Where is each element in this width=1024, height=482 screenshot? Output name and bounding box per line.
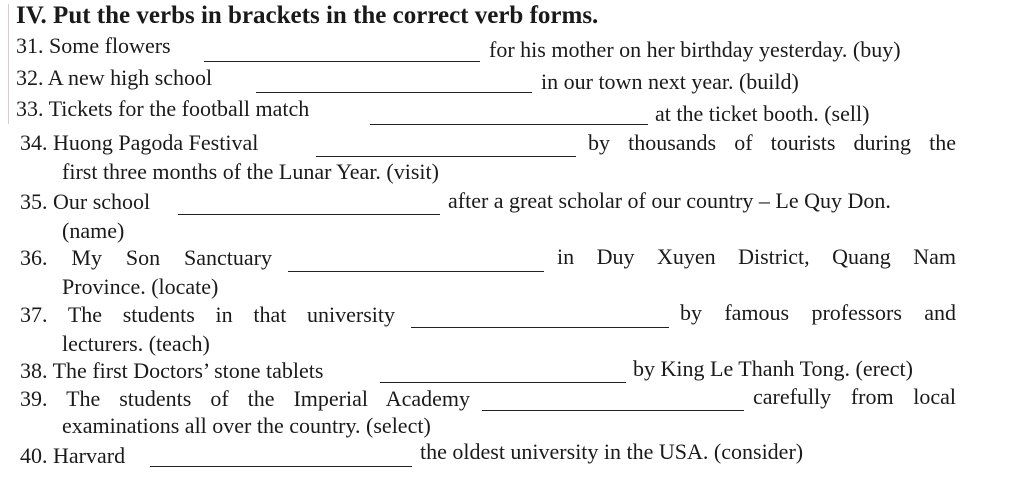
answer-blank-33[interactable] <box>370 124 648 125</box>
item-number: 31. <box>16 33 44 58</box>
item-text-after: for his mother on her birthday yesterday. (buy) <box>489 37 901 62</box>
item-text-after: in our town next year. (build) <box>541 69 799 94</box>
item-text-after: at the ticket booth. (sell) <box>655 101 870 126</box>
item-text-before: Some flowers <box>49 33 171 58</box>
item-number: 38. <box>20 358 48 383</box>
item-text-before: Huong Pagoda Festival <box>53 130 259 155</box>
item-text-after: the oldest university in the USA. (consider) <box>420 439 804 464</box>
item-31 <box>16 32 171 60</box>
item-35 <box>20 188 150 216</box>
answer-blank-35[interactable] <box>178 214 440 215</box>
item-text-before: My Son Sanctuary <box>71 245 273 270</box>
item-number: 40. <box>20 443 48 468</box>
answer-blank-37[interactable] <box>411 327 669 328</box>
answer-blank-40[interactable] <box>150 466 412 467</box>
answer-blank-39[interactable] <box>482 410 744 411</box>
item-text-before: Harvard <box>53 443 126 468</box>
item-text-before: The students of the Imperial Academy <box>66 386 470 411</box>
item-32 <box>16 64 212 92</box>
item-36 <box>20 244 272 272</box>
item-40 <box>20 442 125 470</box>
item-34 <box>20 129 258 157</box>
answer-blank-32[interactable] <box>256 92 532 93</box>
item-text-after: after a great scholar of our country – Le Quy Don. <box>448 188 891 213</box>
item-text-after: by thousands of tourists during the <box>588 130 956 155</box>
item-continuation: first three months of the Lunar Year. (visit) <box>62 159 439 184</box>
item-number: 36. <box>20 245 48 270</box>
item-text-before: Our school <box>53 189 151 214</box>
item-number: 35. <box>20 189 48 214</box>
item-39 <box>20 385 470 413</box>
item-text-before: The students in that university <box>67 302 396 327</box>
answer-blank-31[interactable] <box>204 61 480 62</box>
item-continuation: examinations all over the country. (select) <box>62 413 431 438</box>
item-text-after: by famous professors and <box>680 300 956 325</box>
answer-blank-38[interactable] <box>380 382 626 383</box>
item-number: 39. <box>20 386 48 411</box>
exercise-heading: IV. Put the verbs in brackets in the correct verb forms. <box>16 2 599 29</box>
item-text-after: in Duy Xuyen District, Quang Nam <box>557 244 956 269</box>
item-continuation: lecturers. (teach) <box>62 331 210 356</box>
answer-blank-36[interactable] <box>288 271 544 272</box>
item-number: 32. <box>16 65 44 90</box>
item-continuation: (name) <box>62 218 125 243</box>
item-37 <box>20 301 395 329</box>
item-38 <box>20 357 323 385</box>
item-text-before: The first Doctors’ stone tablets <box>52 358 324 383</box>
item-text-after: by King Le Thanh Tong. (erect) <box>633 356 913 381</box>
item-text-before: Tickets for the football match <box>48 96 310 121</box>
item-text-before: A new high school <box>47 65 213 90</box>
answer-blank-34[interactable] <box>316 156 576 157</box>
item-number: 34. <box>20 130 48 155</box>
item-text-after: carefully from local <box>753 384 956 409</box>
margin-line <box>8 4 9 124</box>
item-continuation: Province. (locate) <box>62 274 219 299</box>
item-33 <box>16 95 309 123</box>
item-number: 37. <box>20 302 48 327</box>
item-number: 33. <box>16 96 44 121</box>
